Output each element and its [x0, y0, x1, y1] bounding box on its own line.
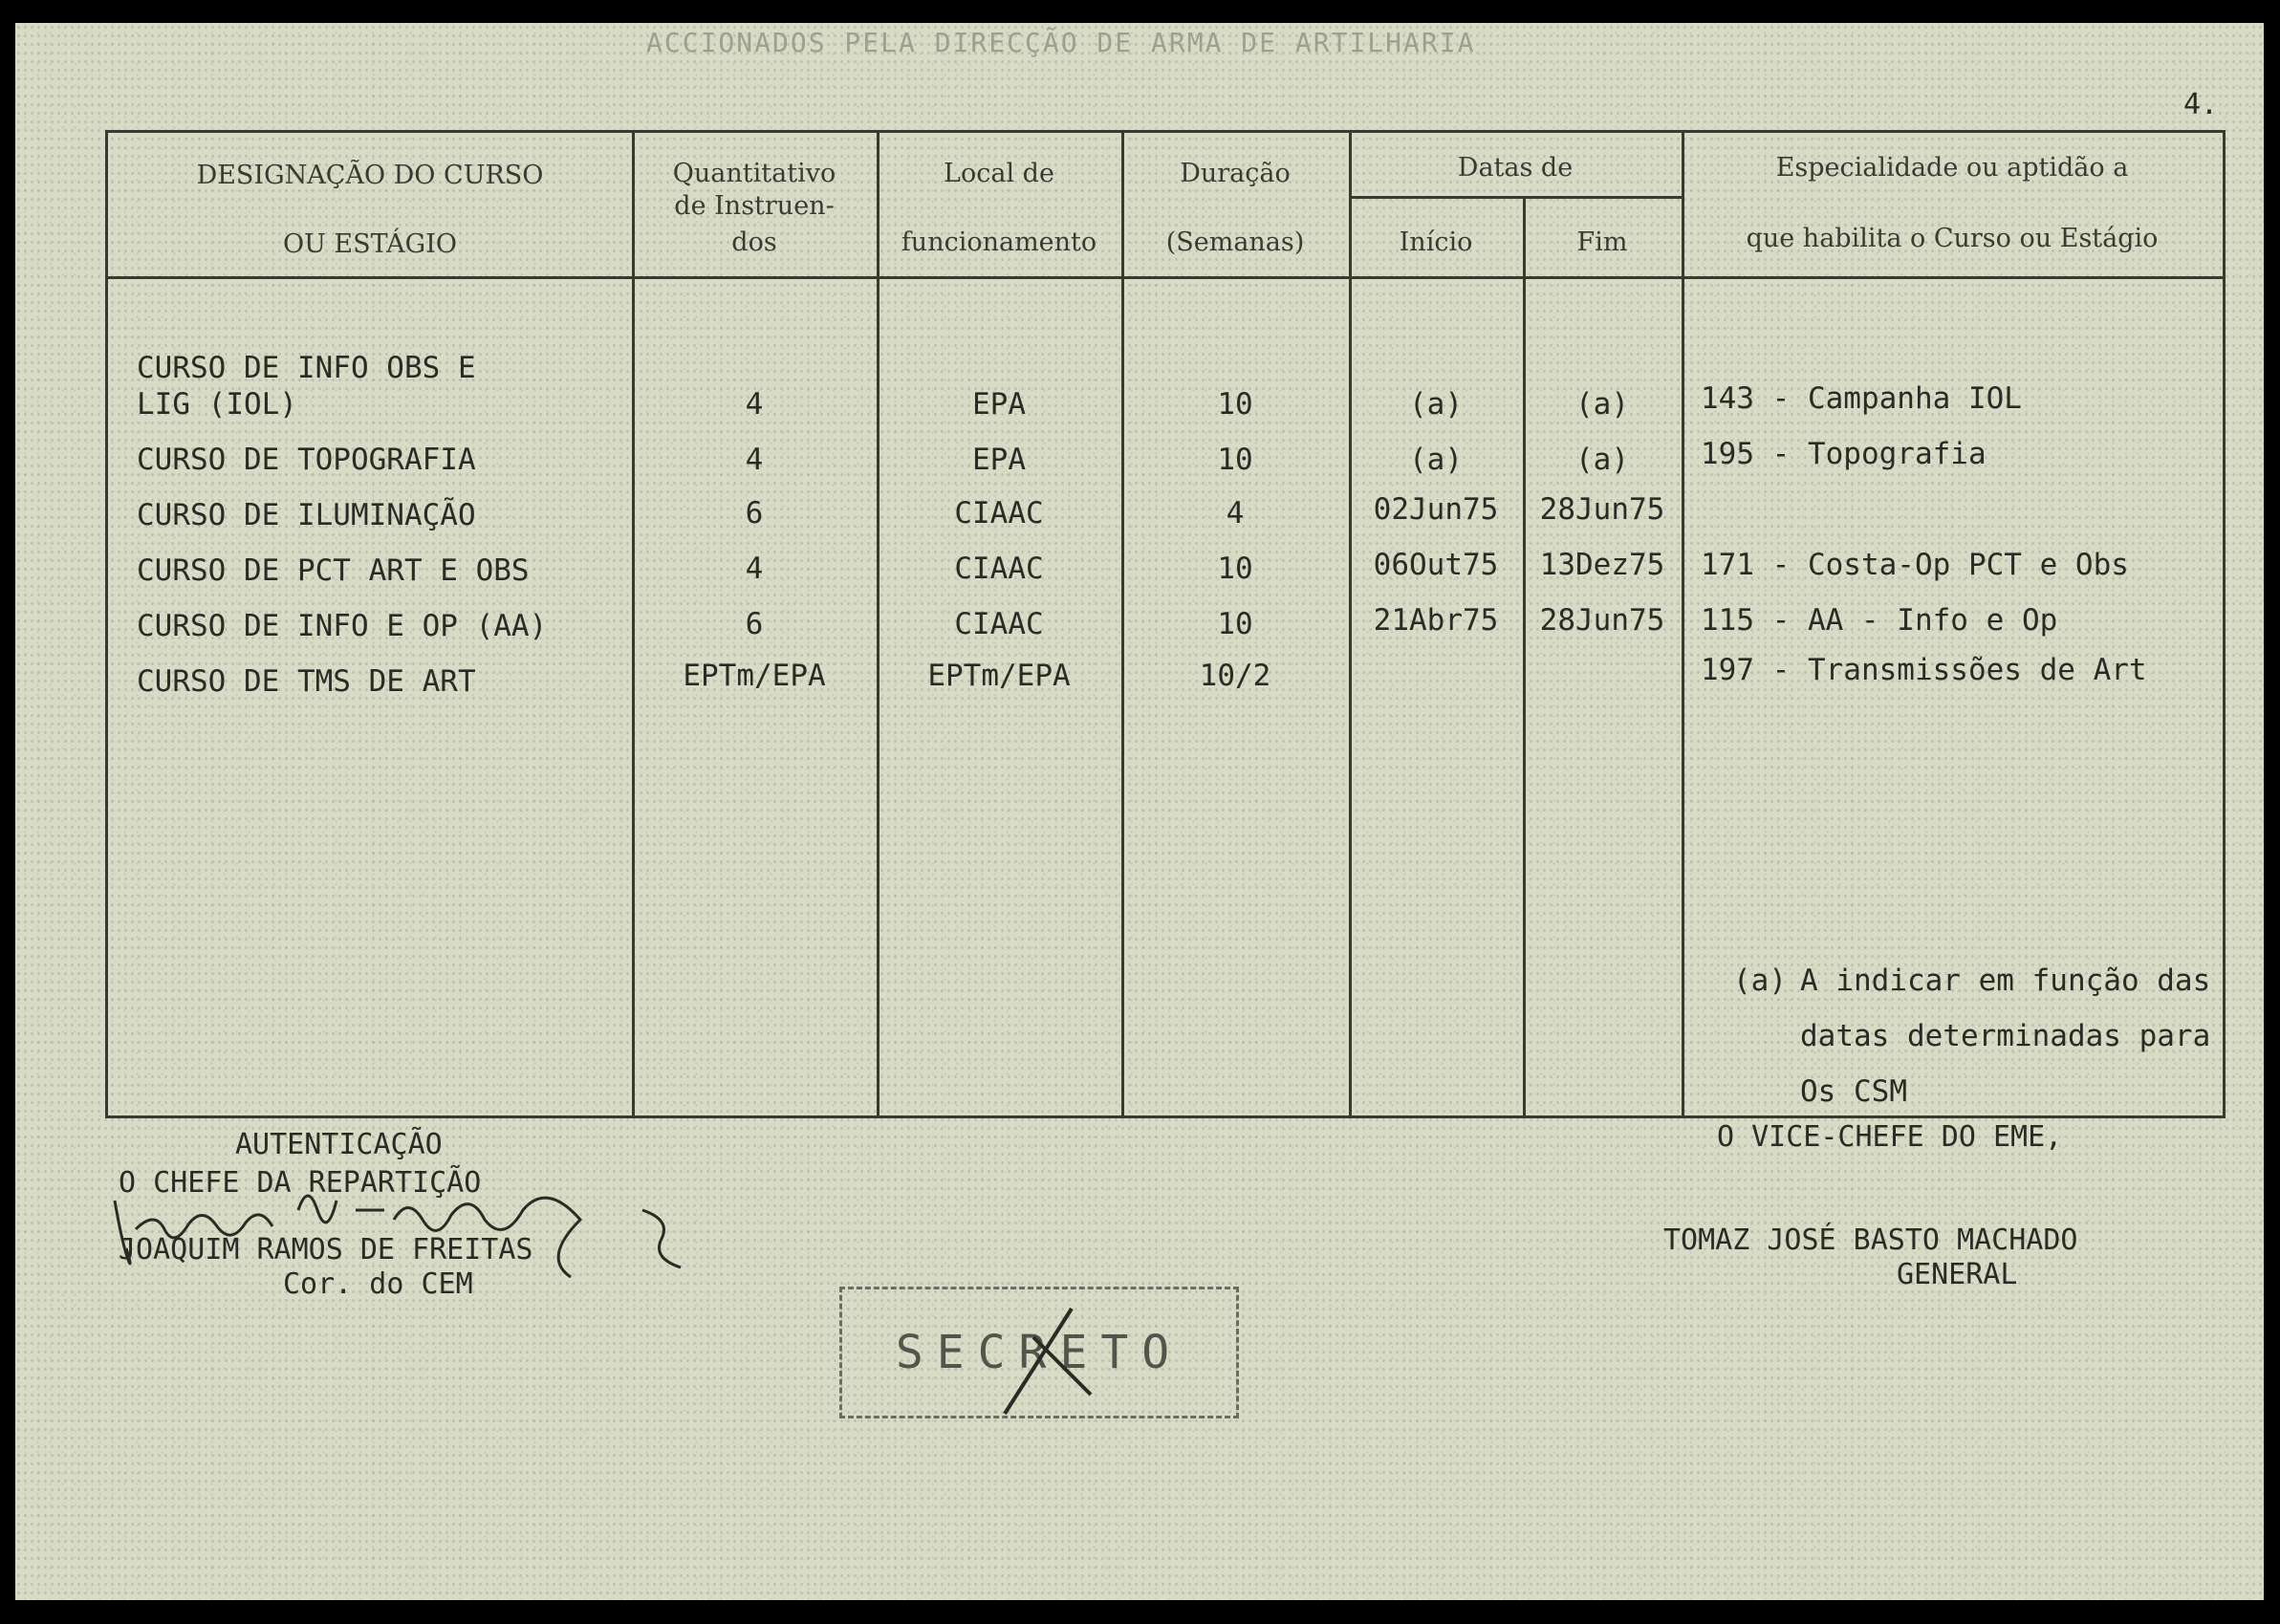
- row4-course: CURSO DE PCT ART E OBS: [137, 553, 530, 588]
- auth-title: AUTENTICAÇÃO: [235, 1128, 443, 1161]
- row3-duration: 4: [1226, 496, 1245, 531]
- row5-local: CIAAC: [954, 607, 1044, 641]
- row5-start: 21Abr75: [1373, 603, 1499, 638]
- row6-course: CURSO DE TMS DE ART: [137, 664, 476, 699]
- footnote-line1: A indicar em função das: [1800, 964, 2211, 998]
- row4-local: CIAAC: [954, 552, 1044, 586]
- row1-local: EPA: [972, 387, 1026, 422]
- header-start: Início: [1399, 227, 1473, 257]
- header-course-line2: OU ESTÁGIO: [282, 229, 458, 259]
- header-qty-line2: de Instruen-: [674, 191, 835, 221]
- row3-qty: 6: [745, 496, 764, 531]
- header-local-line2: funcionamento: [901, 227, 1097, 257]
- header-spec-line2: que habilita o Curso ou Estágio: [1746, 224, 2159, 253]
- page-number: 4.: [2183, 88, 2219, 121]
- row1-course-line1: CURSO DE INFO OBS E: [137, 351, 476, 385]
- handwritten-signature: [107, 1172, 719, 1287]
- header-course-line1: DESIGNAÇÃO DO CURSO: [196, 161, 544, 190]
- header-local-line1: Local de: [944, 159, 1054, 188]
- row4-spec: 171 - Costa-Op PCT e Obs: [1701, 548, 2129, 582]
- row5-course: CURSO DE INFO E OP (AA): [137, 609, 548, 643]
- vice-chief-title: O VICE-CHEFE DO EME,: [1717, 1120, 2063, 1154]
- courses-table: [105, 130, 2226, 1118]
- general-rank: GENERAL: [1897, 1258, 2018, 1291]
- row2-start: (a): [1409, 443, 1463, 477]
- header-duration-line1: Duração: [1180, 159, 1291, 188]
- row1-start: (a): [1409, 387, 1463, 422]
- row1-end: (a): [1575, 387, 1629, 422]
- faded-header-stamp: ACCIONADOS PELA DIRECÇÃO DE ARMA DE ARTILHARIA: [646, 27, 1476, 58]
- header-bottom-rule: [108, 276, 2223, 279]
- auth-rank: Cor. do CEM: [283, 1267, 473, 1301]
- row3-start: 02Jun75: [1373, 492, 1499, 527]
- row6-duration: 10/2: [1199, 659, 1271, 693]
- header-dates-group: Datas de: [1457, 153, 1574, 183]
- row6-qty: EPTm/EPA: [683, 659, 826, 693]
- row3-local: CIAAC: [954, 496, 1044, 531]
- row5-duration: 10: [1217, 607, 1253, 641]
- row1-spec: 143 - Campanha IOL: [1701, 381, 2022, 416]
- row2-spec: 195 - Topografia: [1701, 437, 1987, 471]
- footnote-marker: (a): [1733, 964, 1787, 998]
- col-divider: [1682, 133, 1684, 1115]
- stamp-text: SECRETO: [895, 1326, 1183, 1379]
- row1-qty: 4: [745, 387, 764, 422]
- general-name: TOMAZ JOSÉ BASTO MACHADO: [1663, 1223, 2078, 1257]
- row1-duration: 10: [1217, 387, 1253, 422]
- row4-start: 06Out75: [1373, 548, 1499, 582]
- row2-local: EPA: [972, 443, 1026, 477]
- row4-qty: 4: [745, 552, 764, 586]
- classification-stamp: [839, 1287, 1239, 1418]
- document-page: [15, 23, 2264, 1600]
- row4-end: 13Dez75: [1539, 548, 1665, 582]
- footnote-line3: Os CSM: [1800, 1074, 1907, 1109]
- row5-spec: 115 - AA - Info e Op: [1701, 603, 2058, 638]
- row5-qty: 6: [745, 607, 764, 641]
- row3-end: 28Jun75: [1539, 492, 1665, 527]
- row6-spec: 197 - Transmissões de Art: [1701, 653, 2147, 687]
- header-spec-line1: Especialidade ou aptidão a: [1775, 153, 2129, 183]
- row2-duration: 10: [1217, 443, 1253, 477]
- row2-qty: 4: [745, 443, 764, 477]
- row4-duration: 10: [1217, 552, 1253, 586]
- header-qty-line1: Quantitativo: [672, 159, 836, 188]
- header-duration-line2: (Semanas): [1165, 227, 1305, 257]
- header-end: Fim: [1576, 227, 1628, 257]
- auth-office: O CHEFE DA REPARTIÇÃO: [119, 1166, 482, 1200]
- dates-group-rule: [1349, 196, 1682, 199]
- row6-local: EPTm/EPA: [927, 659, 1071, 693]
- footnote-line2: datas determinadas para: [1800, 1019, 2211, 1053]
- auth-name: JOAQUIM RAMOS DE FREITAS: [119, 1233, 533, 1267]
- cross-out-mark: [842, 1289, 1242, 1421]
- row3-course: CURSO DE ILUMINAÇÃO: [137, 498, 476, 532]
- header-qty-line3: dos: [731, 227, 777, 257]
- row2-end: (a): [1575, 443, 1629, 477]
- col-divider: [1523, 196, 1526, 1115]
- row1-course-line2: LIG (IOL): [137, 387, 297, 422]
- row2-course: CURSO DE TOPOGRAFIA: [137, 443, 476, 477]
- row5-end: 28Jun75: [1539, 603, 1665, 638]
